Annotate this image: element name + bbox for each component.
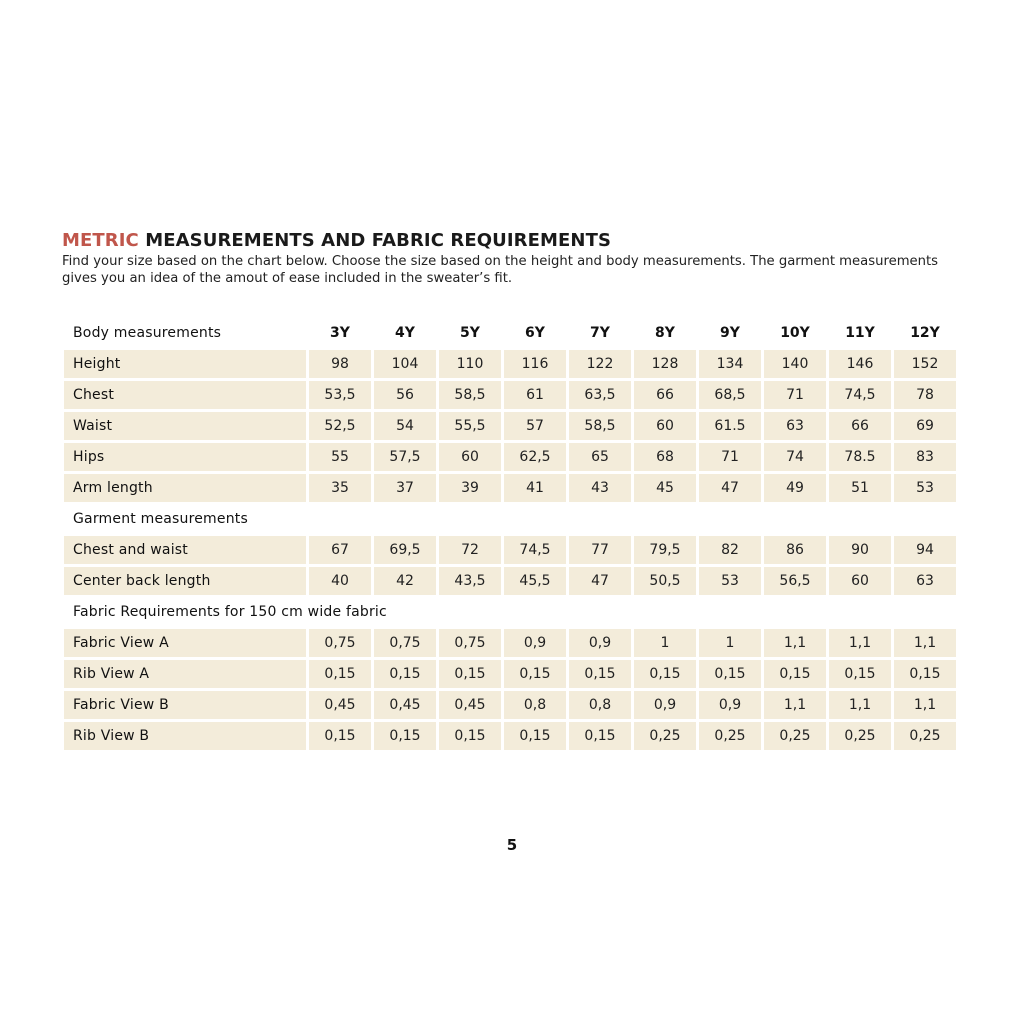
table-cell: 82 [699, 536, 761, 564]
page-number: 5 [506, 836, 518, 854]
section-label-fabric: Fabric Requirements for 150 cm wide fabric [73, 604, 387, 620]
section-label-garment: Garment measurements [73, 511, 248, 527]
table-cell: 94 [894, 536, 956, 564]
fabric-section [64, 598, 956, 626]
table-cell: 0,15 [699, 660, 761, 688]
table-row [64, 722, 956, 750]
table-cell: 90 [829, 536, 891, 564]
table-cell: 1,1 [764, 691, 826, 719]
table-cell: 42 [374, 567, 436, 595]
table-cell: 66 [634, 381, 696, 409]
row-label: Chest and waist [64, 536, 306, 564]
table-cell: 0,15 [764, 660, 826, 688]
table-cell: 49 [764, 474, 826, 502]
table-cell: 104 [374, 350, 436, 378]
table-cell: 1,1 [829, 691, 891, 719]
table-cell: 134 [699, 350, 761, 378]
table-cell: 83 [894, 443, 956, 471]
table-cell: 0,15 [829, 660, 891, 688]
size-header: 3Y [330, 325, 350, 341]
table-cell: 55 [309, 443, 371, 471]
row-label: Waist [64, 412, 306, 440]
table-cell: 0,8 [504, 691, 566, 719]
table-cell: 0,15 [439, 660, 501, 688]
table-cell: 56,5 [764, 567, 826, 595]
table-cell: 68 [634, 443, 696, 471]
table-cell: 43,5 [439, 567, 501, 595]
table-cell: 60 [439, 443, 501, 471]
table-cell: 0,9 [699, 691, 761, 719]
row-label: Center back length [64, 567, 306, 595]
table-cell: 0,9 [634, 691, 696, 719]
table-cell: 77 [569, 536, 631, 564]
table-cell: 152 [894, 350, 956, 378]
table-cell: 0,15 [309, 722, 371, 750]
table-cell: 53 [894, 474, 956, 502]
table-cell: 1,1 [764, 629, 826, 657]
size-header: 9Y [720, 325, 740, 341]
table-cell: 0,45 [374, 691, 436, 719]
table-cell: 52,5 [309, 412, 371, 440]
table-cell: 66 [829, 412, 891, 440]
table-cell: 47 [569, 567, 631, 595]
table-cell: 50,5 [634, 567, 696, 595]
table-cell: 140 [764, 350, 826, 378]
table-cell: 72 [439, 536, 501, 564]
table-cell: 0,75 [309, 629, 371, 657]
table-cell: 45,5 [504, 567, 566, 595]
table-cell: 71 [699, 443, 761, 471]
table-row [64, 350, 956, 378]
table-cell: 71 [764, 381, 826, 409]
table-cell: 1,1 [894, 691, 956, 719]
table-cell: 54 [374, 412, 436, 440]
table-cell: 74 [764, 443, 826, 471]
size-header: 8Y [655, 325, 675, 341]
title-rest: MEASUREMENTS AND FABRIC REQUIREMENTS [138, 230, 612, 251]
table-cell: 0,25 [829, 722, 891, 750]
table-cell: 41 [504, 474, 566, 502]
row-label: Fabric View A [64, 629, 306, 657]
table-cell: 0,15 [634, 660, 696, 688]
table-cell: 1 [699, 629, 761, 657]
table-cell: 74,5 [829, 381, 891, 409]
table-cell: 0,45 [439, 691, 501, 719]
table-cell: 56 [374, 381, 436, 409]
section-row [64, 598, 956, 626]
row-label: Rib View A [64, 660, 306, 688]
table-cell: 65 [569, 443, 631, 471]
table-cell: 39 [439, 474, 501, 502]
table-cell: 63 [764, 412, 826, 440]
table-cell: 116 [504, 350, 566, 378]
table-cell: 60 [634, 412, 696, 440]
size-header: 6Y [525, 325, 545, 341]
table-cell: 0,45 [309, 691, 371, 719]
table-cell: 63 [894, 567, 956, 595]
garment-section [64, 505, 956, 533]
page-title [62, 228, 611, 254]
table-cell: 0,15 [309, 660, 371, 688]
size-header: 4Y [395, 325, 415, 341]
table-row [64, 381, 956, 409]
table-cell: 51 [829, 474, 891, 502]
table-row [64, 474, 956, 502]
table-cell: 67 [309, 536, 371, 564]
table-cell: 58,5 [569, 412, 631, 440]
table-cell: 69,5 [374, 536, 436, 564]
table-cell: 78.5 [829, 443, 891, 471]
table-cell: 47 [699, 474, 761, 502]
table-row [64, 691, 956, 719]
table-cell: 1,1 [829, 629, 891, 657]
row-label: Hips [64, 443, 306, 471]
row-label: Chest [64, 381, 306, 409]
table-cell: 1,1 [894, 629, 956, 657]
table-cell: 79,5 [634, 536, 696, 564]
garment-measurements [64, 536, 956, 595]
table-cell: 1 [634, 629, 696, 657]
section-row [64, 505, 956, 533]
table-cell: 61.5 [699, 412, 761, 440]
table-cell: 0,75 [439, 629, 501, 657]
table-cell: 35 [309, 474, 371, 502]
table-cell: 57 [504, 412, 566, 440]
table-row [64, 660, 956, 688]
size-header: 5Y [460, 325, 480, 341]
table-cell: 0,15 [504, 660, 566, 688]
table-cell: 0,25 [634, 722, 696, 750]
table-cell: 63,5 [569, 381, 631, 409]
table-cell: 0,15 [439, 722, 501, 750]
size-chart [64, 316, 958, 753]
table-cell: 98 [309, 350, 371, 378]
table-cell: 0,25 [764, 722, 826, 750]
table-row [64, 567, 956, 595]
table-cell: 0,25 [894, 722, 956, 750]
table-cell: 40 [309, 567, 371, 595]
table-cell: 45 [634, 474, 696, 502]
table-cell: 0,8 [569, 691, 631, 719]
table-cell: 0,15 [504, 722, 566, 750]
table-cell: 43 [569, 474, 631, 502]
table-cell: 62,5 [504, 443, 566, 471]
header-label: Body measurements [73, 325, 222, 341]
table-cell: 60 [829, 567, 891, 595]
row-label: Fabric View B [64, 691, 306, 719]
row-label: Rib View B [64, 722, 306, 750]
table-cell: 68,5 [699, 381, 761, 409]
table-cell: 0,15 [569, 660, 631, 688]
size-header: 12Y [910, 325, 940, 341]
table-cell: 53 [699, 567, 761, 595]
table-cell: 0,9 [569, 629, 631, 657]
table-cell: 0,9 [504, 629, 566, 657]
row-label: Arm length [64, 474, 306, 502]
intro-text: Find your size based on the chart below. Choose the size based on the height and body measurements. The garment measurements gives you an idea of the amout of ease included in the sweater’s fit. [62, 254, 939, 286]
size-header: 7Y [590, 325, 610, 341]
table-cell: 74,5 [504, 536, 566, 564]
table-cell: 0,15 [374, 660, 436, 688]
size-table [61, 316, 959, 753]
table-cell: 58,5 [439, 381, 501, 409]
table-cell: 55,5 [439, 412, 501, 440]
table-cell: 146 [829, 350, 891, 378]
table-cell: 110 [439, 350, 501, 378]
table-cell: 37 [374, 474, 436, 502]
size-header: 11Y [845, 325, 875, 341]
table-cell: 0,15 [894, 660, 956, 688]
table-cell: 57,5 [374, 443, 436, 471]
row-label: Height [64, 350, 306, 378]
table-cell: 0,25 [699, 722, 761, 750]
table-row [64, 536, 956, 564]
size-header: 10Y [780, 325, 810, 341]
table-cell: 0,15 [374, 722, 436, 750]
table-cell: 53,5 [309, 381, 371, 409]
table-cell: 122 [569, 350, 631, 378]
table-cell: 0,15 [569, 722, 631, 750]
table-row [64, 443, 956, 471]
body-measurements [64, 350, 956, 502]
table-row [64, 412, 956, 440]
fabric-requirements [64, 629, 956, 750]
table-row [64, 629, 956, 657]
table-cell: 0,75 [374, 629, 436, 657]
header-row [64, 319, 956, 347]
table-cell: 86 [764, 536, 826, 564]
table-cell: 69 [894, 412, 956, 440]
table-cell: 78 [894, 381, 956, 409]
title-accent: METRIC [62, 230, 139, 251]
table-cell: 61 [504, 381, 566, 409]
table-cell: 128 [634, 350, 696, 378]
